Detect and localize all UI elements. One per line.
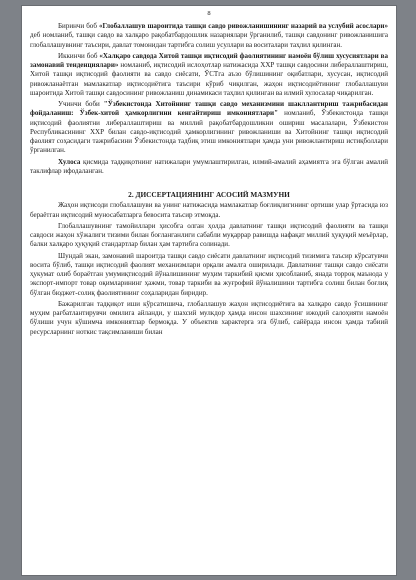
- body-paragraph: Бажарилган тадқиқот иши кўрсатишича, глобаллашув жаҳон иқтисодиётига ва халқаро савдо ўсишининг муҳим рағбатлантирувчи омилига айланди, у шахсий мулкдор ҳамда инсон шахсининг ижодий салоҳияти намоён бўлиши учун кўшимча имкониятлар бермоқда. У объектив характерга эга бўлиб, сайёрада инсон ҳамда табиий ресурсларнинг ноткис тақсимланиши билан: [30, 299, 388, 336]
- paragraph-chapter-3: [30, 100, 388, 156]
- page-number: 8: [207, 10, 211, 17]
- chapter-title: «Халқаро савдода Хитой ташқи иқтисодий фаолиятининг намоён бўлиш хусусиятлари ва замонавий тенденциялари»: [30, 51, 389, 69]
- paragraph-lead: Иккинчи боб: [58, 51, 100, 60]
- paragraph-text: деб номланиб, ташқи савдо ва халқаро рақобатбардошлик назариялари ўрганилиб, ташқи савдонинг ривожланишига глобаллашувнинг таъсири, давлат томонидан тартибга солиш усуллари ва воситалари таҳлил қилинган.: [30, 31, 388, 49]
- section-heading: 2. ДИССЕРТАЦИЯНИНГ АСОСИЙ МАЗМУНИ: [128, 190, 290, 199]
- document-body: [30, 22, 388, 567]
- chapter-title: "Ўзбекистонда Хитойнинг ташқи савдо механизмини шакллантириш тажрибасидан фойдаланиш: Ўзбек-хитой ҳамкорлигини кенгайтириш имкониятлари": [30, 100, 388, 118]
- paragraph-text: қисмида тадқиқотнинг натижалари умумлаштирилган, илмий-амалий аҳамиятга эга бўлган амалий таклифлар ифодаланган.: [30, 157, 388, 175]
- paragraph-lead: Биринчи боб: [58, 22, 99, 30]
- spacer: [30, 178, 388, 187]
- paragraph-text: номланиб, Ўзбекистонда ташқи иқтисодий фаолиятни либераллаштириш ва миллий рақобатбардошликни ошириш масалалари, Ўзбекистон Республикасининг ХХР билан савдо-иқтисодий ҳамкорлигининг ривожланиши ва Хитойнинг ташқи иқтисодий фаолият соҳасидаги тажрибасини Ўзбекистонда тадбиқ этиш имкониятлари ҳамда уни ривожлантириш истиқболлари ўрганилган.: [30, 109, 388, 155]
- paragraph-chapter-1: [30, 22, 388, 50]
- conclusion-label: Хулоса: [58, 157, 81, 166]
- body-paragraph: Шундай экан, замонавий шароитда ташқи савдо сиёсати давлатнинг иқтисодий тизимига таъсир кўрсатувчи восита бўлиб, ташқи иқтисодий фаолият механизмлари орқали амалга оширилади. Давлатнинг ташқи савдо сиёсати ҳукумат олиб бораётган умумиқтисодий йўналишининг муҳим таркибий қисми ҳисобланиб, янада торроқ маънода у экспорт-импорт товар оқимларининг ҳажми, товар таркиби ва жуғрофий йўналишини тартибга солиш билан боғлиқ бўлган бюджет-солиқ фаолиятининг соҳаларидан биридир.: [30, 251, 388, 297]
- document-page: [22, 6, 396, 575]
- paragraph-text: номланиб, иқтисодий ислоҳотлар натижасида ХХР ташқи савдосини либераллаштириш, Хитой ташқи иқтисодий фаолияти ва савдо сиёсати, ЎСТга аъзо бўлишининг оқибатлари, хусусан, иқтисодий ривожланаётган мамлакатлар иқтисодиётига таъсири кўриб чиқилган, жаҳон иқтисодиётининг глобаллашуви шароитида Хитой ташқи савдосининг ривожланиш динамикаси таҳлил қилинган ва илмий хулосалар чиқарилган.: [30, 61, 388, 97]
- body-paragraph: Жаҳон иқтисоди глобаллашуви ва унинг натижасида мамлакатлар боғлиқлигининг ортиши улар ўртасида юз бераётган иқтисодий муносабатларга бевосита таъсир этмоқда.: [30, 201, 388, 219]
- paragraph-conclusion: [30, 158, 388, 177]
- body-paragraph: Глобаллашувнинг тамойиллари ҳисобга олган ҳолда давлатнинг ташқи иқтисодий фаолияти ва ташқи савдоси жаҳон хўжалиги тизими билан боғланганлиги сабабли муқаррар равишда нафақат миллий ҳуқуқий меъёрлар, балки халқаро ҳуқуқий стандартлар билан ҳам тартибга солинади.: [30, 221, 388, 249]
- paragraph-chapter-2: [30, 52, 388, 98]
- paragraph-lead: Учинчи боби: [58, 100, 104, 108]
- chapter-title: «Глобаллашув шароитида ташқи савдо ривожланишининг назарий ва услубий асослари»: [98, 22, 389, 30]
